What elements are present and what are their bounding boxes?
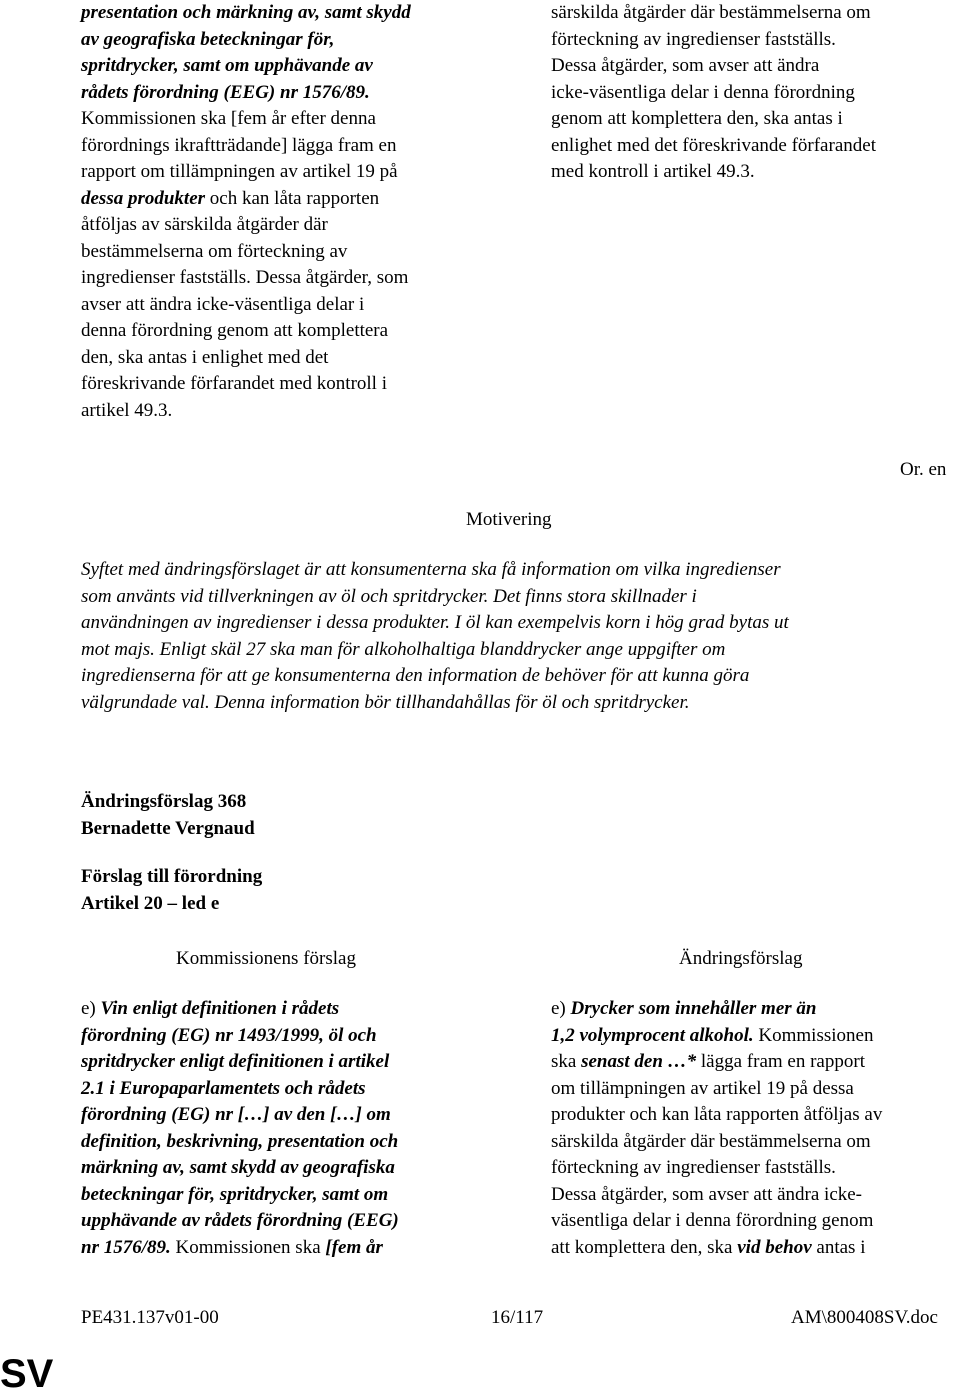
text-line: upphävande av rådets förordning (EEG) xyxy=(81,1210,399,1231)
text-fragment: e) xyxy=(81,998,101,1019)
amendment-author: Bernadette Vergnaud xyxy=(81,817,255,839)
commission-proposal-text xyxy=(81,996,511,1261)
text-line: användningen av ingredienser i dessa produkter. I öl kan exempelvis korn i hög grad bytas ut xyxy=(81,612,789,633)
emphasis-text: 1,2 volymprocent alkohol. xyxy=(551,1024,754,1046)
text-line: åtföljas av särskilda åtgärder där xyxy=(81,214,328,235)
file-name: AM\800408SV.doc xyxy=(791,1307,938,1328)
text-line: med kontroll i artikel 49.3. xyxy=(551,161,755,182)
text-line: förordnings ikraftträdande] lägga fram en xyxy=(81,134,397,156)
amendment-number: Ändringsförslag 368 xyxy=(81,791,247,812)
emphasis-text: [fem år xyxy=(325,1236,383,1258)
text-line: 2.1 i Europaparlamentets och rådets xyxy=(81,1077,366,1099)
language-code: SV xyxy=(0,1352,54,1396)
text-line: enlighet med det föreskrivande förfarandet xyxy=(551,134,876,156)
text-line: om tillämpningen av artikel 19 på dessa xyxy=(551,1077,854,1099)
document-reference: PE431.137v01-00 xyxy=(81,1307,219,1328)
original-language-label: Or. en xyxy=(900,459,947,480)
text-line xyxy=(551,996,960,1023)
text-line xyxy=(81,996,511,1023)
text-line: särskilda åtgärder där bestämmelserna om xyxy=(551,2,871,23)
text-line: Syftet med ändringsförslaget är att konsumenterna ska få information om vilka ingredienser xyxy=(81,559,781,580)
text-line: ingredienser fastställs. Dessa åtgärder, som xyxy=(81,267,409,288)
text-line: mot majs. Enligt skäl 27 ska man för alkoholhaltiga blanddrycker ange uppgifter om xyxy=(81,638,726,660)
commission-proposal-heading: Kommissionens förslag xyxy=(176,948,356,969)
spacer xyxy=(81,842,262,864)
text-line: ingredienserna för att ge konsumenterna den information de behöver för att kunna göra xyxy=(81,665,750,686)
text-fragment: Kommissionen xyxy=(753,1024,874,1046)
proposal-title: Förslag till förordning xyxy=(81,866,263,887)
text-fragment: och kan låta rapporten xyxy=(205,187,380,209)
text-line: förordning (EG) nr […] av den […] om xyxy=(81,1104,391,1125)
text-line: beteckningar för, spritdrycker, samt om xyxy=(81,1183,389,1205)
text-line: rapport om tillämpningen av artikel 19 på xyxy=(81,161,398,182)
text-line: presentation och märkning av, samt skydd xyxy=(81,2,411,23)
amendment-heading: Ändringsförslag xyxy=(679,948,803,969)
text-line: Dessa åtgärder, som avser att ändra icke- xyxy=(551,1183,863,1205)
text-line xyxy=(551,1235,960,1262)
text-line: förteckning av ingredienser fastställs. xyxy=(551,1157,836,1178)
text-line: rådets förordning (EEG) nr 1576/89. xyxy=(81,81,370,103)
text-line: den, ska antas i enlighet med det xyxy=(81,346,329,368)
text-fragment: att komplettera den, ska xyxy=(551,1236,738,1258)
text-line: märkning av, samt skydd av geografiska xyxy=(81,1157,395,1178)
text-line: väsentliga delar i denna förordning genom xyxy=(551,1210,874,1231)
emphasis-text: Drycker som innehåller mer än xyxy=(570,998,817,1019)
article-reference: Artikel 20 – led e xyxy=(81,892,220,914)
text-line: definition, beskrivning, presentation och xyxy=(81,1130,399,1152)
text-fragment: e) xyxy=(551,998,571,1019)
text-line: avser att ändra icke-väsentliga delar i xyxy=(81,293,365,315)
text-line xyxy=(551,1049,960,1076)
emphasis-text: nr 1576/89. xyxy=(81,1236,171,1258)
amendment-header xyxy=(81,789,262,917)
text-line xyxy=(81,186,511,213)
text-line: genom att komplettera den, ska antas i xyxy=(551,108,843,129)
text-line: välgrundade val. Denna information bör tillhandahållas för öl och spritdrycker. xyxy=(81,691,690,713)
text-fragment: ska xyxy=(551,1051,582,1072)
text-line: bestämmelserna om förteckning av xyxy=(81,240,348,262)
text-line: artikel 49.3. xyxy=(81,399,173,421)
text-line: denna förordning genom att komplettera xyxy=(81,320,389,341)
text-line: särskilda åtgärder där bestämmelserna om xyxy=(551,1130,871,1152)
page-number: 16/117 xyxy=(491,1307,544,1328)
emphasis-text: senast den …* xyxy=(581,1051,697,1072)
justification-text xyxy=(81,557,960,716)
text-line: som använts vid tillverkningen av öl och spritdrycker. Det finns stora skillnader i xyxy=(81,585,697,607)
top-right-column xyxy=(551,0,960,186)
text-fragment: lägga fram en rapport xyxy=(696,1051,865,1072)
top-left-column xyxy=(81,0,511,424)
text-line: Kommissionen ska [fem år efter denna xyxy=(81,108,376,129)
text-line: av geografiska beteckningar för, xyxy=(81,28,335,50)
text-line xyxy=(81,1235,511,1262)
text-line: förteckning av ingredienser fastställs. xyxy=(551,28,836,50)
text-line xyxy=(551,1023,960,1050)
text-line: spritdrycker enligt definitionen i artikel xyxy=(81,1051,390,1072)
text-line: Dessa åtgärder, som avser att ändra xyxy=(551,55,820,76)
justification-heading: Motivering xyxy=(466,509,552,530)
emphasis-text: vid behov xyxy=(737,1236,812,1258)
text-line: förordning (EG) nr 1493/1999, öl och xyxy=(81,1024,377,1046)
text-fragment: antas i xyxy=(811,1236,866,1258)
emphasis-text: Vin enligt definitionen i rådets xyxy=(100,998,340,1019)
text-line: spritdrycker, samt om upphävande av xyxy=(81,55,373,76)
amendment-text xyxy=(551,996,960,1261)
text-line: icke-väsentliga delar i denna förordning xyxy=(551,81,855,103)
text-line: produkter och kan låta rapporten åtföljas av xyxy=(551,1104,883,1125)
emphasis-text: dessa produkter xyxy=(81,187,206,209)
text-line: föreskrivande förfarandet med kontroll i xyxy=(81,373,387,394)
text-fragment: Kommissionen ska xyxy=(170,1236,326,1258)
